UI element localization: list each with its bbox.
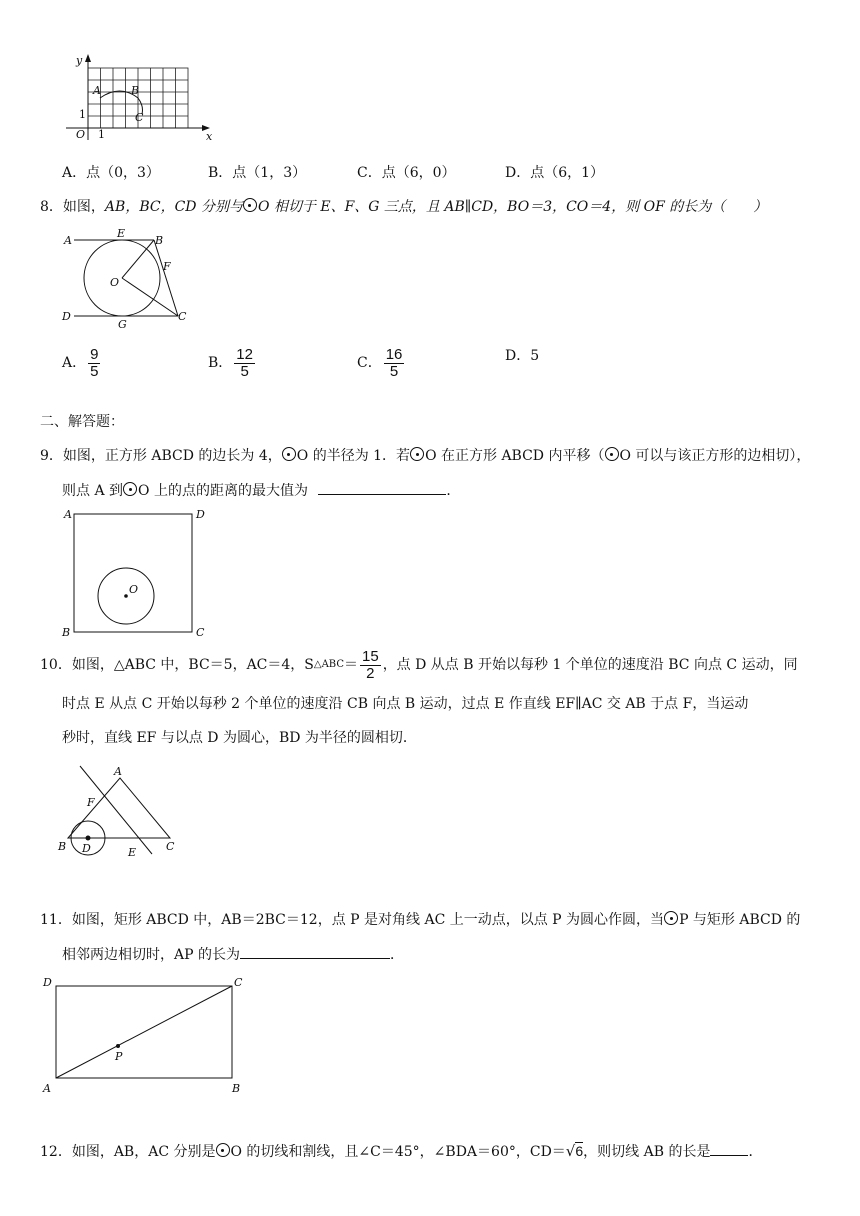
circle-dot-icon [123, 482, 137, 496]
q7-point-b-label: B [131, 84, 140, 97]
q8-label-e: E [117, 228, 126, 240]
q9-line1-a: 9．如图，正方形 ABCD 的边长为 4， [40, 448, 282, 464]
q8-label-g: G [118, 318, 127, 331]
q8-option-c-den: 5 [389, 362, 399, 380]
q10-label-c: C [166, 840, 175, 853]
q9-line2 [62, 480, 460, 501]
q8-text-c: O 相切于 E、F、G 三点，且 AB∥CD，BO＝3，CO＝4，则 OF 的长为（ ） [257, 199, 768, 215]
q11-line1-a: 11．如图，矩形 ABCD 中，AB＝2BC＝12，点 P 是对角线 AC 上一动点，以点 P 为圆心作圆，当 [40, 912, 665, 928]
circle-dot-icon [282, 447, 296, 461]
q12-line [40, 1141, 762, 1162]
q9-label-a: A [64, 508, 72, 521]
q8-option-a-fraction [88, 347, 100, 380]
q8-option-c-num: 16 [385, 345, 403, 363]
q7-x-one-label: 1 [98, 128, 105, 141]
q9-label-d: D [196, 508, 205, 521]
q11-label-a: A [43, 1082, 51, 1095]
q8-option-a-den: 5 [90, 362, 99, 380]
q11-line1 [40, 910, 800, 930]
q9-line1 [40, 446, 810, 466]
q12-text-a: 12．如图，AB，AC 分别是 [40, 1144, 216, 1160]
q10-line1-b: ，点 D 从点 B 开始以每秒 1 个单位的速度沿 BC 向点 C 运动，同 [382, 657, 798, 673]
q8-option-c [357, 346, 406, 380]
q9-answer-blank[interactable] [318, 480, 446, 495]
q10-label-e: E [128, 846, 137, 856]
q7-grid-figure [58, 52, 228, 144]
q8-option-a-label: A． [62, 355, 87, 371]
q8-question-text [40, 197, 767, 217]
q9-line2-end: ． [446, 483, 461, 499]
q8-option-b-num: 12 [236, 345, 253, 363]
q10-label-a: A [114, 765, 122, 778]
q8-text-a: 如图， [62, 199, 105, 215]
q8-option-d-label: D． [505, 348, 531, 364]
q11-label-d: D [43, 976, 52, 989]
q7-point-a-label: A [93, 84, 101, 97]
q8-option-a-num: 9 [90, 345, 99, 363]
q8-option-b-label: B． [208, 355, 233, 371]
q7-y-label: y [76, 54, 83, 67]
q10-line1 [40, 648, 798, 682]
q10-line3: 秒时，直线 EF 与以点 D 为圆心，BD 为半径的圆相切． [62, 730, 417, 746]
q11-answer-blank[interactable] [240, 944, 390, 959]
q12-answer-blank[interactable] [710, 1141, 748, 1156]
q9-label-c: C [196, 626, 205, 639]
q7-origin-label: O [76, 128, 86, 141]
q8-option-d-value: 5 [530, 348, 540, 364]
q10-equals: ＝ [344, 657, 358, 673]
q7-y-one-label: 1 [79, 108, 86, 121]
q8-option-c-fraction [384, 347, 405, 380]
q8-label-o: O [110, 276, 120, 289]
q9-square-figure [58, 506, 218, 640]
q8-label-f: F [163, 260, 171, 273]
q8-tangent-figure [58, 228, 198, 332]
q8-label-b: B [155, 234, 164, 247]
q10-label-d: D [82, 842, 91, 855]
q9-line2-a: 则点 A 到 [62, 483, 124, 499]
q9-line1-c: O 在正方形 ABCD 内平移（ [425, 448, 605, 464]
q11-rectangle-figure [38, 970, 258, 1098]
q9-line2-b: O 上的点的距离的最大值为 [138, 483, 308, 499]
q8-option-a [62, 346, 102, 380]
q12-text-c: ，则切线 AB 的长是 [583, 1144, 711, 1160]
q7-point-c-label: C [135, 111, 144, 124]
q10-frac-num: 15 [362, 647, 379, 665]
q7-x-label: x [206, 130, 213, 143]
q12-text-b: O 的切线和割线，且∠C＝45°，∠BDA＝60°，CD＝ [230, 1144, 566, 1160]
q10-triangle-figure [54, 762, 188, 856]
q8-option-c-label: C． [357, 355, 382, 371]
circle-dot-icon [243, 198, 257, 212]
q10-label-f: F [87, 796, 95, 809]
q11-line2 [62, 944, 404, 965]
q9-label-b: B [62, 626, 71, 639]
q8-text-b: AB，BC，CD 分别与 [104, 199, 243, 215]
circle-dot-icon [216, 1143, 230, 1157]
q12-end: ． [748, 1144, 763, 1160]
q8-option-d [505, 346, 539, 366]
q10-area-subscript: △ABC [313, 659, 344, 670]
q8-option-b [208, 346, 257, 380]
q11-line2-end: ． [389, 947, 404, 963]
q10-line2: 时点 E 从点 C 开始以每秒 2 个单位的速度沿 CB 向点 B 运动，过点 E 作直线 EF∥AC 交 AB 于点 F，当运动 [62, 696, 749, 712]
q10-label-b: B [58, 840, 67, 853]
q8-option-b-fraction [234, 347, 255, 380]
q11-label-c: C [234, 976, 243, 989]
q11-label-p: P [115, 1050, 123, 1063]
q7-option-b: B．点（1，3） [208, 165, 307, 181]
q9-label-o: O [129, 583, 139, 596]
q10-area-fraction [360, 649, 381, 682]
q10-line1-a: 10．如图，△ABC 中，BC＝5，AC＝4，S [40, 657, 314, 673]
circle-dot-icon [664, 911, 678, 925]
q8-label-a: A [64, 234, 72, 247]
q8-label-d: D [62, 310, 71, 323]
q11-line2-a: 相邻两边相切时，AP 的长为 [62, 947, 240, 963]
q7-option-a: A．点（0，3） [62, 165, 160, 181]
q8-label-c: C [178, 310, 187, 323]
circle-dot-icon [410, 447, 424, 461]
q7-option-c: C．点（6，0） [357, 165, 456, 181]
sqrt-icon: √ [565, 1142, 576, 1160]
section-heading: 二、解答题： [40, 414, 124, 430]
q12-sqrt-value: 6 [575, 1143, 584, 1159]
q7-option-d: D．点（6，1） [505, 165, 605, 181]
q11-line1-b: P 与矩形 ABCD 的 [679, 912, 801, 928]
circle-dot-icon [605, 447, 619, 461]
q9-line1-d: O 可以与该正方形的边相切）， [619, 448, 811, 464]
q11-label-b: B [232, 1082, 241, 1095]
q8-option-b-den: 5 [240, 362, 249, 380]
q10-frac-den: 2 [366, 664, 375, 682]
q8-number-prefix: 8． [40, 199, 63, 215]
q9-line1-b: O 的半径为 1．若 [296, 448, 411, 464]
